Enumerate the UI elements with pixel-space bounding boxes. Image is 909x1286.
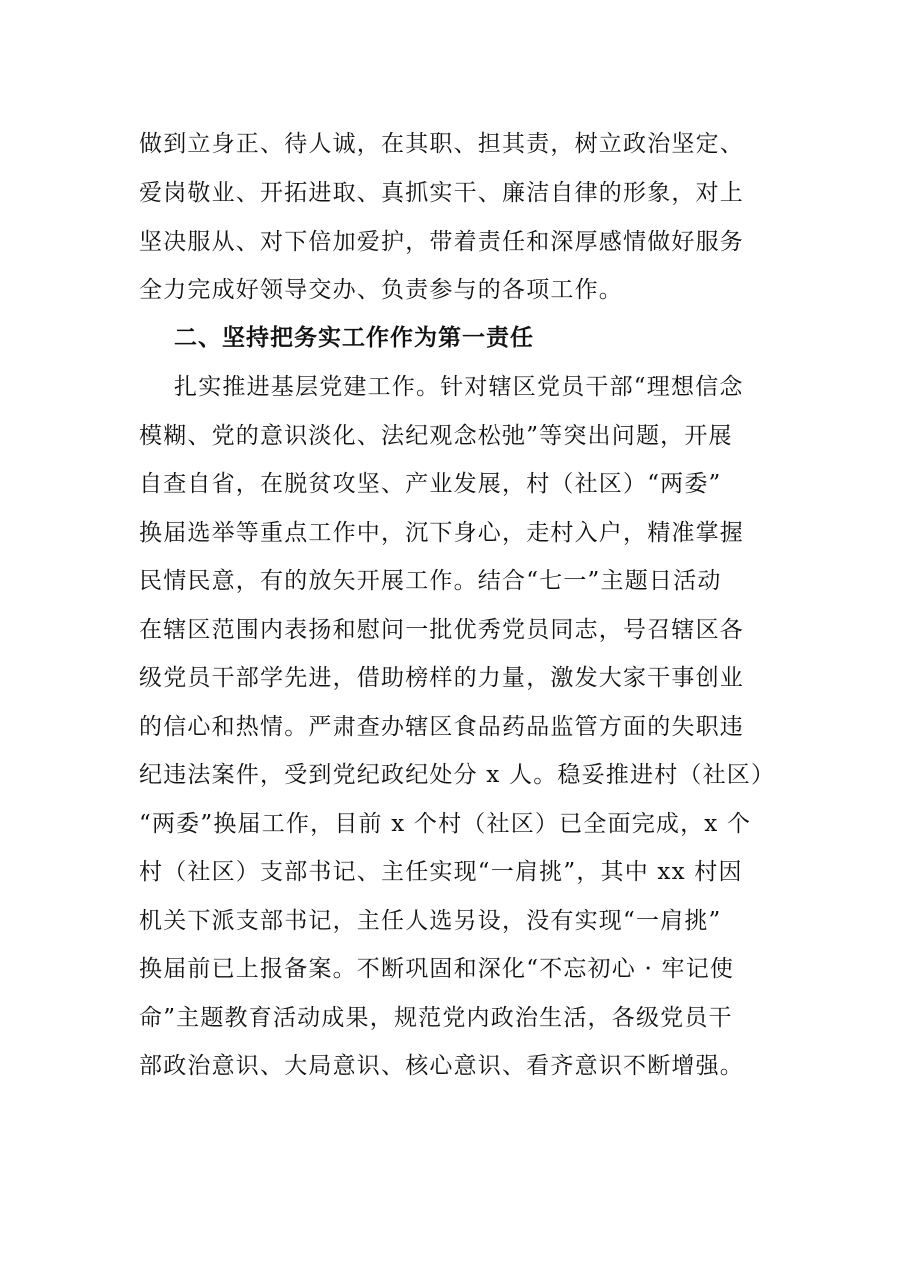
paragraph-1-line-3: 坚决服从、对下倍加爱护，带着责任和深厚感情做好服务 (139, 229, 744, 255)
paragraph-2-line-13: 换届前已上报备案。不断巩固和深化“不忘初心 · 牢记使 (139, 956, 735, 982)
paragraph-1-line-2: 爱岗敬业、开拓进取、真抓实干、廉洁自律的形象，对上 (139, 180, 744, 206)
section-heading-2: 二、坚持把务实工作作为第一责任 (174, 325, 534, 351)
paragraph-1-line-1: 做到立身正、待人诚，在其职、担其责，树立政治坚定、 (139, 131, 744, 157)
paragraph-2-line-3: 自查自省，在脱贫攻坚、产业发展，村（社区）“两委” (139, 471, 722, 497)
paragraph-2-line-2: 模糊、党的意识淡化、法纪观念松弛”等突出问题，开展 (139, 423, 733, 449)
paragraph-2-line-1: 扎实推进基层党建工作。针对辖区党员干部“理想信念 (174, 374, 744, 400)
paragraph-2-line-4: 换届选举等重点工作中，沉下身心，走村入户，精准掌握 (139, 520, 744, 546)
paragraph-2-line-6: 在辖区范围内表扬和慰问一批优秀党员同志，号召辖区各 (139, 617, 744, 643)
paragraph-2-line-5: 民情民意，有的放矢开展工作。结合“七一”主题日活动 (139, 568, 722, 594)
paragraph-2-line-11: 村（社区）支部书记、主任实现“一肩挑”，其中 xx 村因 (139, 859, 743, 885)
paragraph-1-line-4: 全力完成好领导交办、负责参与的各项工作。 (139, 277, 623, 303)
paragraph-2-line-7: 级党员干部学先进，借助榜样的力量，激发大家干事创业 (139, 665, 744, 691)
paragraph-2-line-9: 纪违法案件，受到党纪政纪处分 x 人。稳妥推进村（社区） (139, 762, 776, 788)
paragraph-2-line-10: “两委”换届工作，目前 x 个村（社区）已全面完成，x 个 (139, 811, 752, 837)
paragraph-2-line-8: 的信心和热情。严肃查办辖区食品药品监管方面的失职违 (139, 714, 744, 740)
paragraph-2-line-15: 部政治意识、大局意识、核心意识、看齐意识不断增强。 (139, 1053, 744, 1079)
paragraph-2-line-12: 机关下派支部书记，主任人选另设，没有实现“一肩挑” (139, 908, 722, 934)
paragraph-2-line-14: 命”主题教育活动成果，规范党内政治生活，各级党员干 (139, 1005, 733, 1031)
